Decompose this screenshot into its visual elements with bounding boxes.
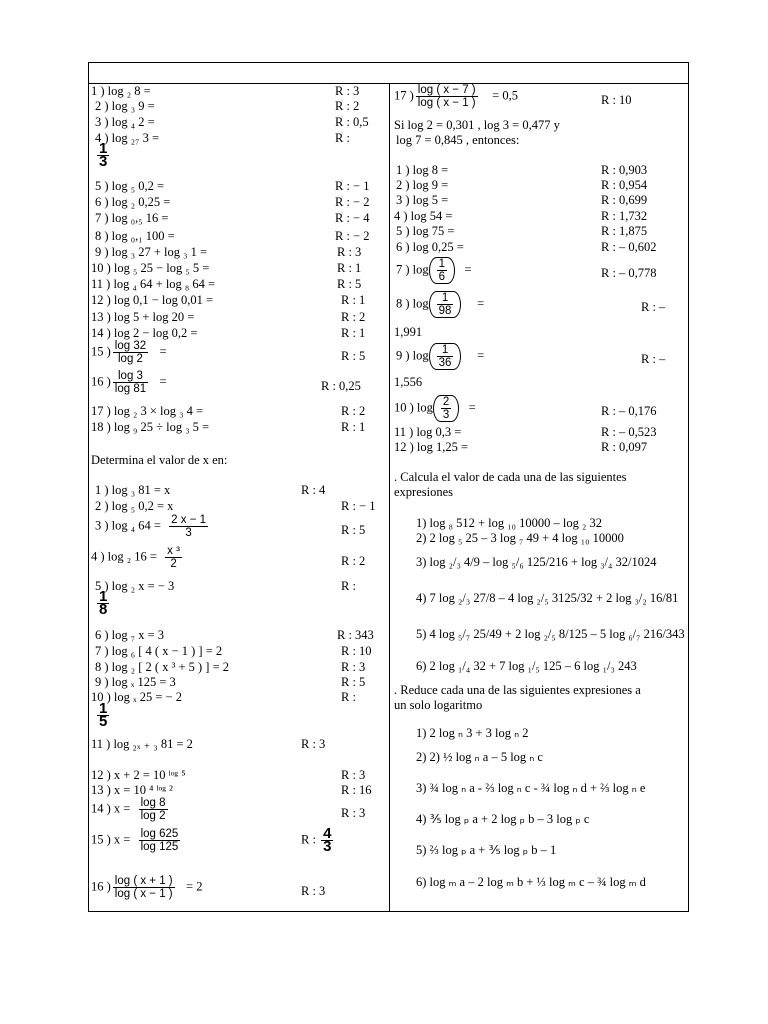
solve-answer-15: R : $\frac{4}{3}$ [301,825,332,855]
reduce-expr-6: 6) log ₘ a – 2 log ₘ b + ⅓ log ₘ c – ¾ log ₘ d [416,875,646,889]
answer-18: R : 1 [341,420,366,434]
reduce-expr-5: 5) ⅔ log ₚ a + ⅗ log ₚ b – 1 [416,843,557,857]
given-problem-2: 2 ) log 9 = [396,178,449,192]
reduce-expr-1: 1) 2 log ₙ 3 + 3 log ₙ 2 [416,726,529,740]
answer-11: R : 5 [337,277,362,291]
problem-r17: 17 ) $\frac{\log ( x - 7 )}{\log ( x - 1 )}$ = 0,5 [394,84,518,109]
solve-answer-10-fraction: $\frac{1}{5}$ [99,700,108,730]
solve-8: 8 ) log ₂ [ 2 ( x ³ + 5 ) ] = 2 [95,660,229,674]
solve-answer-10: R : [341,690,356,704]
column-divider [389,83,390,911]
solve-10: 10 ) log ₓ 25 = − 2 [91,690,182,704]
given-problem-8: 8 ) log $\frac{1}{98}$ = [396,292,485,317]
solve-answer-3: R : 5 [341,523,366,537]
worksheet-table [88,62,689,912]
given-answer-12: R : 0,097 [601,440,648,454]
given-problem-6: 6 ) log 0,25 = [396,240,464,254]
solve-answer-12: R : 3 [341,768,366,782]
solve-3: 3 ) log ₄ 64 = $\frac{2 x - 1}{3}$ [95,514,207,539]
given-answer-8-cont: 1,991 [394,325,423,339]
problem-11: 11 ) log ₄ 64 + log ₈ 64 = [91,277,216,291]
section-reduce-cont: un solo logaritmo [394,698,483,712]
solve-answer-9: R : 5 [341,675,366,689]
given-problem-9: 9 ) log $\frac{1}{36}$ = [396,344,485,369]
reduce-expr-3: 3) ¾ log ₙ a - ⅔ log ₙ c - ¾ log ₙ d + ⅔ log ₙ e [416,781,646,795]
solve-7: 7 ) log ₆ [ 4 ( x − 1 ) ] = 2 [95,644,223,658]
problem-7: 7 ) log ₀,₅ 16 = [95,211,169,225]
problem-3: 3 ) log ₄ 2 = [95,115,155,129]
answer-10: R : 1 [337,261,362,275]
problem-18: 18 ) log ₉ 25 ÷ log ₃ 5 = [91,420,210,434]
problem-15: 15 ) $\frac{\log 32}{\log 2}$ = [91,340,167,365]
given-answer-9-cont: 1,556 [394,375,423,389]
solve-13: 13 ) x = 10 ⁴ ˡᵒᵍ ² [91,783,173,797]
reduce-expr-4: 4) ⅗ log ₚ a + 2 log ₚ b – 3 log ₚ c [416,812,590,826]
problem-14: 14 ) log 2 − log 0,2 = [91,326,198,340]
given-answer-4: R : 1,732 [601,209,648,223]
solve-12: 12 ) x + 2 = 10 ˡᵒᵍ ⁵ [91,768,186,782]
calc-expr-2: 2) 2 log ₅ 25 – 3 log ₇ 49 + 4 log ₁₀ 10000 [416,531,624,545]
answer-16: R : 0,25 [321,379,361,393]
solve-answer-14: R : 3 [341,806,366,820]
answer-17: R : 2 [341,404,366,418]
given-answer-3: R : 0,699 [601,193,648,207]
given-problem-1: 1 ) log 8 = [396,163,449,177]
calc-expr-5: 5) 4 log ₅/₇ 25/49 + 2 log ₂/₅ 8/125 – 5 log ₆/₇ 216/343 [416,627,685,641]
answer-12: R : 1 [341,293,366,307]
answer-8: R : − 2 [335,229,370,243]
answer-4: R : [335,131,350,145]
solve-2: 2 ) log ₅ 0,2 = x [95,499,174,513]
given-answer-10: R : – 0,176 [601,404,657,418]
given-answer-1: R : 0,903 [601,163,648,177]
problem-10: 10 ) log ₅ 25 − log ₅ 5 = [91,261,210,275]
problem-16: 16 ) $\frac{\log 3}{\log 81}$ = [91,370,167,395]
given-answer-5: R : 1,875 [601,224,648,238]
calc-expr-1: 1) log ₈ 512 + log ₁₀ 10000 – log ₂ 32 [416,516,602,530]
given-answer-6: R : – 0,602 [601,240,657,254]
solve-6: 6 ) log ₇ x = 3 [95,628,165,642]
answer-13: R : 2 [341,310,366,324]
solve-answer-1: R : 4 [301,483,326,497]
given-answer-7: R : – 0,778 [601,266,657,280]
answer-1: R : 3 [335,84,360,98]
answer-6: R : − 2 [335,195,370,209]
given-problem-11: 11 ) log 0,3 = [394,425,462,439]
section-reduce: . Reduce cada una de las siguientes expresiones a [394,683,641,697]
answer-9: R : 3 [337,245,362,259]
problem-6: 6 ) log ₂ 0,25 = [95,195,171,209]
solve-11: 11 ) log ₂ₓ ₊ ₃ 81 = 2 [91,737,193,751]
given-problem-12: 12 ) log 1,25 = [394,440,469,454]
solve-answer-16: R : 3 [301,884,326,898]
solve-16: 16 ) $\frac{\log ( x + 1 )}{\log ( x - 1 )}$ = 2 [91,875,203,900]
given-answer-2: R : 0,954 [601,178,648,192]
given-problem-4: 4 ) log 54 = [394,209,453,223]
problem-17: 17 ) log ₂ 3 × log ₃ 4 = [91,404,204,418]
solve-answer-5-fraction: $\frac{1}{8}$ [99,588,108,618]
calc-expr-6: 6) 2 log ₁/₄ 32 + 7 log ₁/₅ 125 – 6 log ₁/₃ 243 [416,659,637,673]
section-calcula-cont: expresiones [394,485,454,499]
solve-answer-5: R : [341,579,356,593]
solve-4: 4 ) log ₂ 16 = $\frac{\text{x ³}}{2}$ [91,545,180,570]
given-answer-11: R : – 0,523 [601,425,657,439]
answer-3: R : 0,5 [335,115,369,129]
section-calcula: . Calcula el valor de cada una de las siguientes [394,470,627,484]
solve-answer-6: R : 343 [337,628,374,642]
solve-5: 5 ) log ₂ x = − 3 [95,579,175,593]
solve-answer-11: R : 3 [301,737,326,751]
solve-answer-13: R : 16 [341,783,372,797]
given-problem-7: 7 ) log $\frac{1}{6}$ = [396,258,472,283]
answer-r17: R : 10 [601,93,632,107]
answer-2: R : 2 [335,99,360,113]
given-answer-9: R : – [641,352,666,366]
answer-14: R : 1 [341,326,366,340]
solve-answer-4: R : 2 [341,554,366,568]
calc-expr-4: 4) 7 log ₂/₃ 27/8 – 4 log ₂/₅ 3125/32 + 2 log ₃/₂ 16/81 [416,591,679,605]
answer-5: R : − 1 [335,179,370,193]
given-line-1: Si log 2 = 0,301 , log 3 = 0,477 y [394,118,560,132]
solve-15: 15 ) x = $\frac{\log 625}{\log 125}$ [91,828,179,853]
solve-answer-7: R : 10 [341,644,372,658]
given-answer-8: R : – [641,300,666,314]
problem-12: 12 ) log 0,1 − log 0,01 = [91,293,214,307]
answer-4-fraction: $\frac{1}{3}$ [99,140,108,170]
problem-1: 1 ) log ₂ 8 = [91,84,151,98]
header-row [89,63,688,84]
problem-13: 13 ) log 5 + log 20 = [91,310,195,324]
solve-1: 1 ) log ₃ 81 = x [95,483,171,497]
problem-8: 8 ) log ₀,₁ 100 = [95,229,175,243]
given-problem-5: 5 ) log 75 = [396,224,455,238]
problem-4: 4 ) log ₂₇ 3 = [95,131,160,145]
solve-answer-2: R : − 1 [341,499,376,513]
problem-2: 2 ) log ₃ 9 = [95,99,155,113]
answer-7: R : − 4 [335,211,370,225]
section-determina: Determina el valor de x en: [91,453,228,467]
given-problem-10: 10 ) log $\frac{2}{3}$ = [394,396,476,421]
calc-expr-3: 3) log ₂/₃ 4/9 – log ₅/₆ 125/216 + log ₃/₄ 32/1024 [416,555,657,569]
problem-5: 5 ) log ₅ 0,2 = [95,179,165,193]
reduce-expr-2: 2) 2) ½ log ₙ a – 5 log ₙ c [416,750,543,764]
given-line-2: log 7 = 0,845 , entonces: [396,133,520,147]
solve-9: 9 ) log ₓ 125 = 3 [95,675,176,689]
solve-answer-8: R : 3 [341,660,366,674]
answer-15: R : 5 [341,349,366,363]
problem-9: 9 ) log ₃ 27 + log ₃ 1 = [95,245,208,259]
given-problem-3: 3 ) log 5 = [396,193,449,207]
solve-14: 14 ) x = $\frac{\log 8}{\log 2}$ [91,797,166,822]
